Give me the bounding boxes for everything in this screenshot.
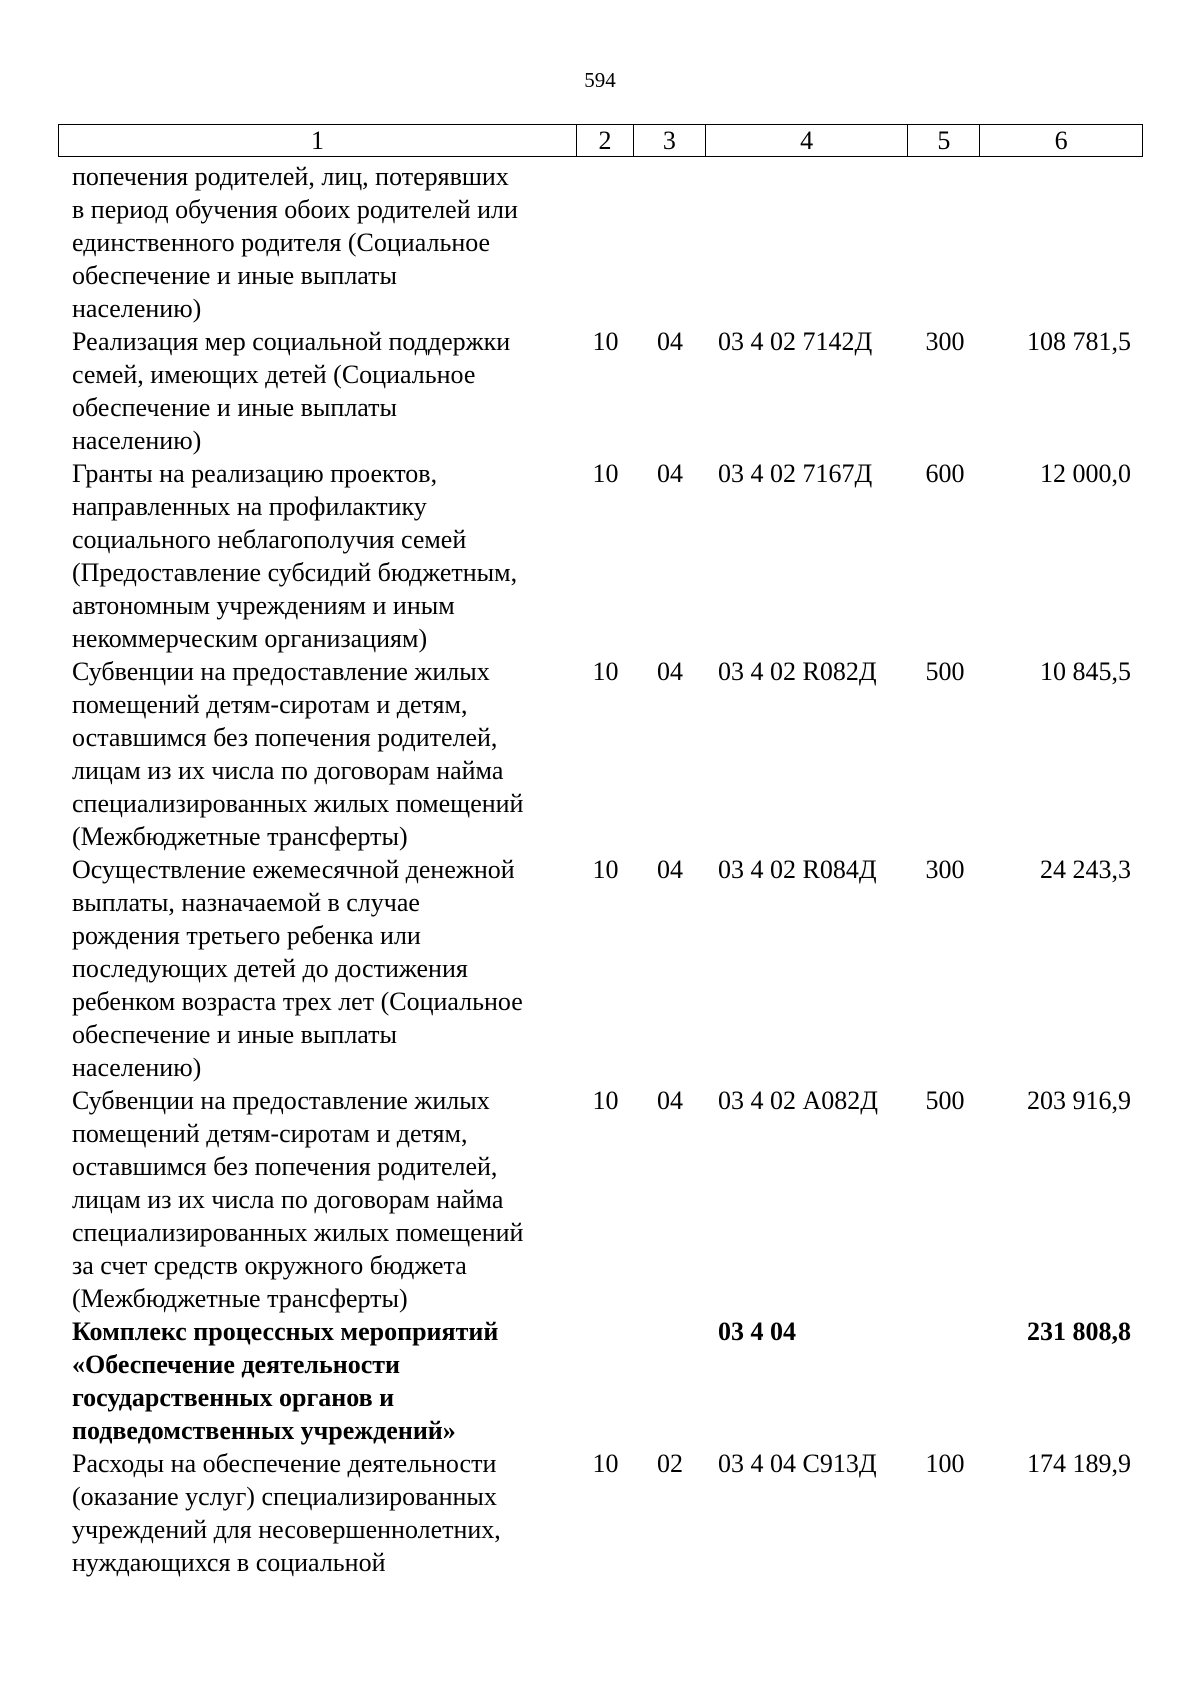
header-col-1: 1 — [59, 125, 577, 156]
row-sum: 203 916,9 — [1027, 1086, 1131, 1115]
page-number: 594 — [584, 68, 616, 92]
header-col-5: 5 — [908, 125, 980, 156]
row-vr: 100 — [925, 1449, 965, 1478]
row-name: Комплекс процессных мероприятий «Обеспечение деятельности государственных органов и подведомственных учреждений» — [72, 1317, 499, 1445]
row-sum — [981, 160, 1143, 325]
row-name: Расходы на обеспечение деятельности (оказание услуг) специализированных учреждений для несовершеннолетних, нуждающихся в социальной — [72, 1449, 501, 1577]
row-sum: 12 000,0 — [1040, 459, 1131, 488]
table-row-section — [58, 1315, 1143, 1447]
row-csr: 03 4 02 R082Д — [718, 657, 877, 686]
row-vr: 300 — [925, 855, 965, 884]
row-sum: 231 808,8 — [1027, 1317, 1131, 1346]
row-rz: 10 — [592, 657, 619, 686]
row-pr: 04 — [657, 855, 683, 884]
header-col-3: 3 — [634, 125, 706, 156]
table-body — [58, 160, 1143, 1579]
table-row — [58, 853, 1143, 1084]
row-sum: 24 243,3 — [1040, 855, 1131, 884]
row-pr: 02 — [657, 1449, 683, 1478]
row-csr: 03 4 02 А082Д — [718, 1086, 879, 1115]
row-name: Осуществление ежемесячной денежной выплаты, назначаемой в случае рождения третьего ребенка или последующих детей до достижения ребенком возраста трех лет (Социальное обеспечение и иные выплаты населению) — [72, 855, 523, 1082]
table-row — [58, 655, 1143, 853]
row-vr: 500 — [925, 657, 965, 686]
row-name: Субвенции на предоставление жилых помещений детям-сиротам и детям, оставшимся без попечения родителей, лицам из их числа по договорам найма специализированных жилых помещений (Межбюджетные трансферты) — [72, 657, 524, 851]
row-name: попечения родителей, лиц, потерявших в период обучения обоих родителей или единственного родителя (Социальное обеспечение и иные выплаты населению) — [72, 162, 518, 323]
row-csr — [706, 160, 909, 325]
row-name: Субвенции на предоставление жилых помещений детям-сиротам и детям, оставшимся без попечения родителей, лицам из их числа по договорам найма специализированных жилых помещений за счет средств окружного бюджета (Межбюджетные трансферты) — [72, 1086, 524, 1313]
row-pr: 04 — [657, 327, 683, 356]
header-col-6: 6 — [1054, 126, 1068, 155]
row-rz: 10 — [592, 855, 619, 884]
row-vr: 300 — [925, 327, 965, 356]
row-pr — [634, 1315, 706, 1447]
row-csr: 03 4 04 С913Д — [718, 1449, 877, 1478]
row-csr: 03 4 02 7167Д — [718, 459, 873, 488]
row-name: Гранты на реализацию проектов, направленных на профилактику социального неблагополучия семей (Предоставление субсидий бюджетным, автономным учреждениям и иным некоммерческим организациям) — [72, 459, 518, 653]
row-rz — [577, 160, 634, 325]
row-sum: 10 845,5 — [1040, 657, 1131, 686]
row-sum: 174 189,9 — [1027, 1449, 1131, 1478]
row-csr: 03 4 02 7142Д — [718, 327, 873, 356]
row-rz: 10 — [592, 1449, 619, 1478]
table-header — [58, 124, 1143, 157]
row-vr: 600 — [925, 459, 965, 488]
row-name: Реализация мер социальной поддержки семей, имеющих детей (Социальное обеспечение и иные выплаты населению) — [72, 327, 511, 455]
row-rz: 10 — [592, 327, 619, 356]
row-pr: 04 — [657, 1086, 683, 1115]
row-csr: 03 4 02 R084Д — [718, 855, 877, 884]
row-vr: 500 — [925, 1086, 965, 1115]
row-rz: 10 — [592, 459, 619, 488]
table-row — [58, 160, 1143, 325]
row-vr — [909, 160, 981, 325]
header-col-2: 2 — [577, 125, 634, 156]
table-row — [58, 1447, 1143, 1579]
header-col-4: 4 — [706, 125, 909, 156]
table-row — [58, 457, 1143, 655]
table-row — [58, 1084, 1143, 1315]
row-pr: 04 — [657, 459, 683, 488]
row-rz: 10 — [592, 1086, 619, 1115]
table-row — [58, 325, 1143, 457]
row-pr — [634, 160, 706, 325]
row-csr: 03 4 04 — [718, 1317, 796, 1346]
row-rz — [577, 1315, 634, 1447]
row-vr — [909, 1315, 981, 1447]
row-pr: 04 — [657, 657, 683, 686]
row-sum: 108 781,5 — [1027, 327, 1131, 356]
